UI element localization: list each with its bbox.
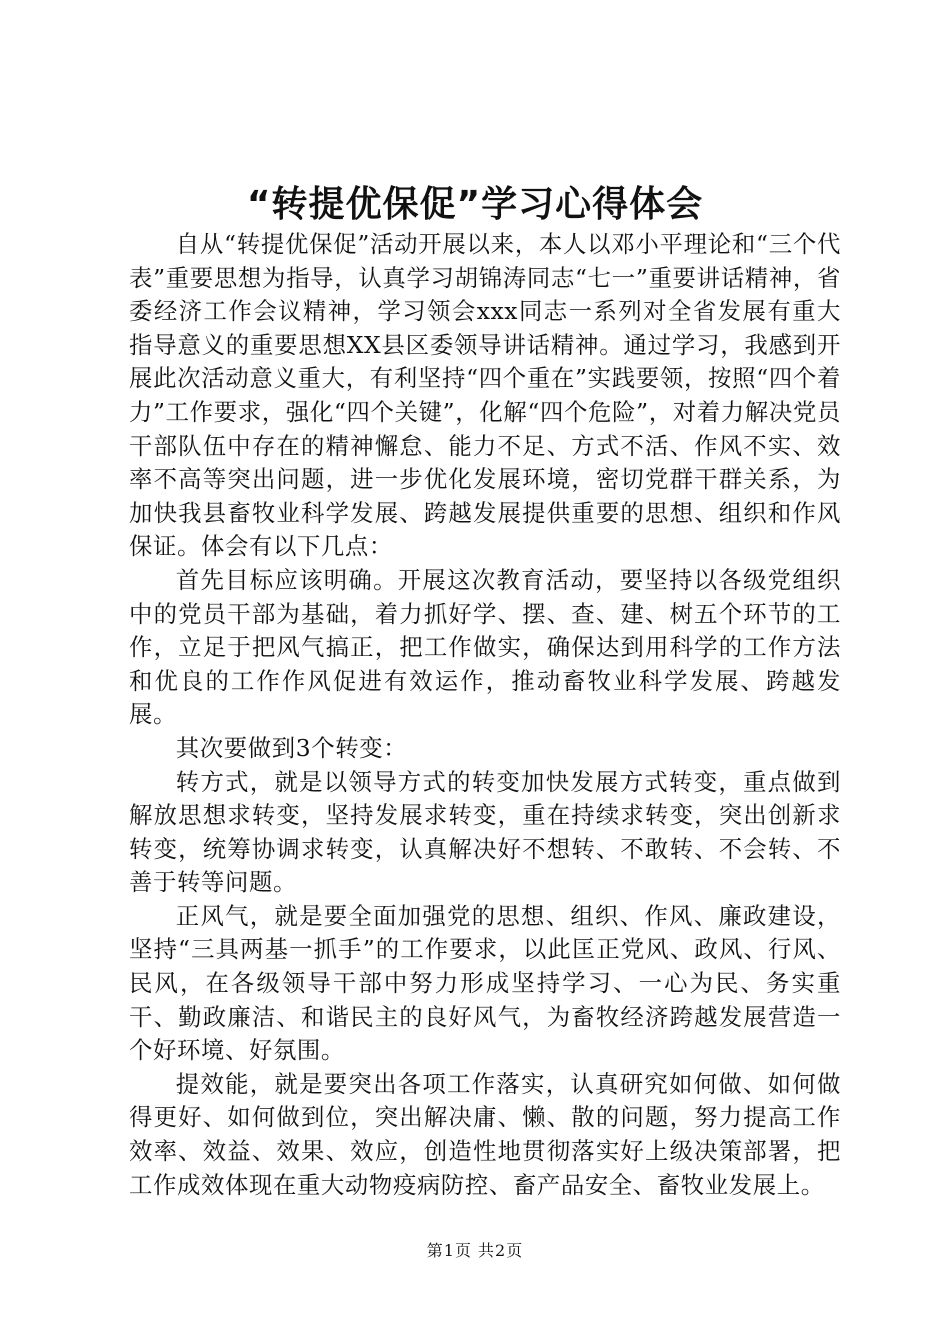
document-body — [129, 228, 841, 1202]
paragraph-improve-efficiency: 提效能，就是要突出各项工作落实，认真研究如何做、如何做得更好、如何做到位，突出解决庸、懒、散的问题，努力提高工作效率、效益、效果、效应，创造性地贯彻落实好上级决策部署，把工作成效体现在重大动物疫病防控、畜产品安全、畜牧业发展上。 — [129, 1069, 841, 1199]
paragraph-goal: 首先目标应该明确。开展这次教育活动，要坚持以各级党组织中的党员干部为基础，着力抓好学、摆、查、建、树五个环节的工作，立足于把风气搞正，把工作做实，确保达到用科学的工作方法和优良的工作作风促进有效运作，推动畜牧业科学发展、跨越发展。 — [129, 565, 841, 729]
page-number-footer: 第1页 共2页 — [426, 1241, 524, 1260]
paragraph-intro: 自从“转提优保促”活动开展以来，本人以邓小平理论和“三个代表”重要思想为指导，认真学习胡锦涛同志“七一”重要讲话精神，省委经济工作会议精神，学习领会xxx同志一系列对全省发展有重大指导意义的重要思想XX县区委领导讲话精神。通过学习，我感到开展此次活动意义重大，有利坚持“四个重在”实践要领，按照“四个着力”工作要求，强化“四个关键”，化解“四个危险”，对着力解决党员干部队伍中存在的精神懈怠、能力不足、方式不活、作风不实、效率不高等突出问题，进一步优化发展环境，密切党群干群关系，为加快我县畜牧业科学发展、跨越发展提供重要的思想、组织和作风保证。体会有以下几点： — [129, 230, 841, 561]
paragraph-change-method: 转方式，就是以领导方式的转变加快发展方式转变，重点做到解放思想求转变，坚持发展求转变，重在持续求转变，突出创新求转变，统筹协调求转变，认真解决好不想转、不敢转、不会转、不善于转等问题。 — [129, 767, 841, 897]
paragraph-transitions-heading: 其次要做到3个转变： — [175, 733, 408, 762]
document-title: “转提优保促”学习心得体会 — [246, 184, 704, 225]
paragraph-correct-style: 正风气，就是要全面加强党的思想、组织、作风、廉政建设，坚持“三具两基一抓手”的工作要求，以此匡正党风、政风、行风、民风，在各级领导干部中努力形成坚持学习、一心为民、务实重干、勤政廉洁、和谐民主的良好风气，为畜牧经济跨越发展营造一个好环境、好氛围。 — [129, 901, 841, 1065]
